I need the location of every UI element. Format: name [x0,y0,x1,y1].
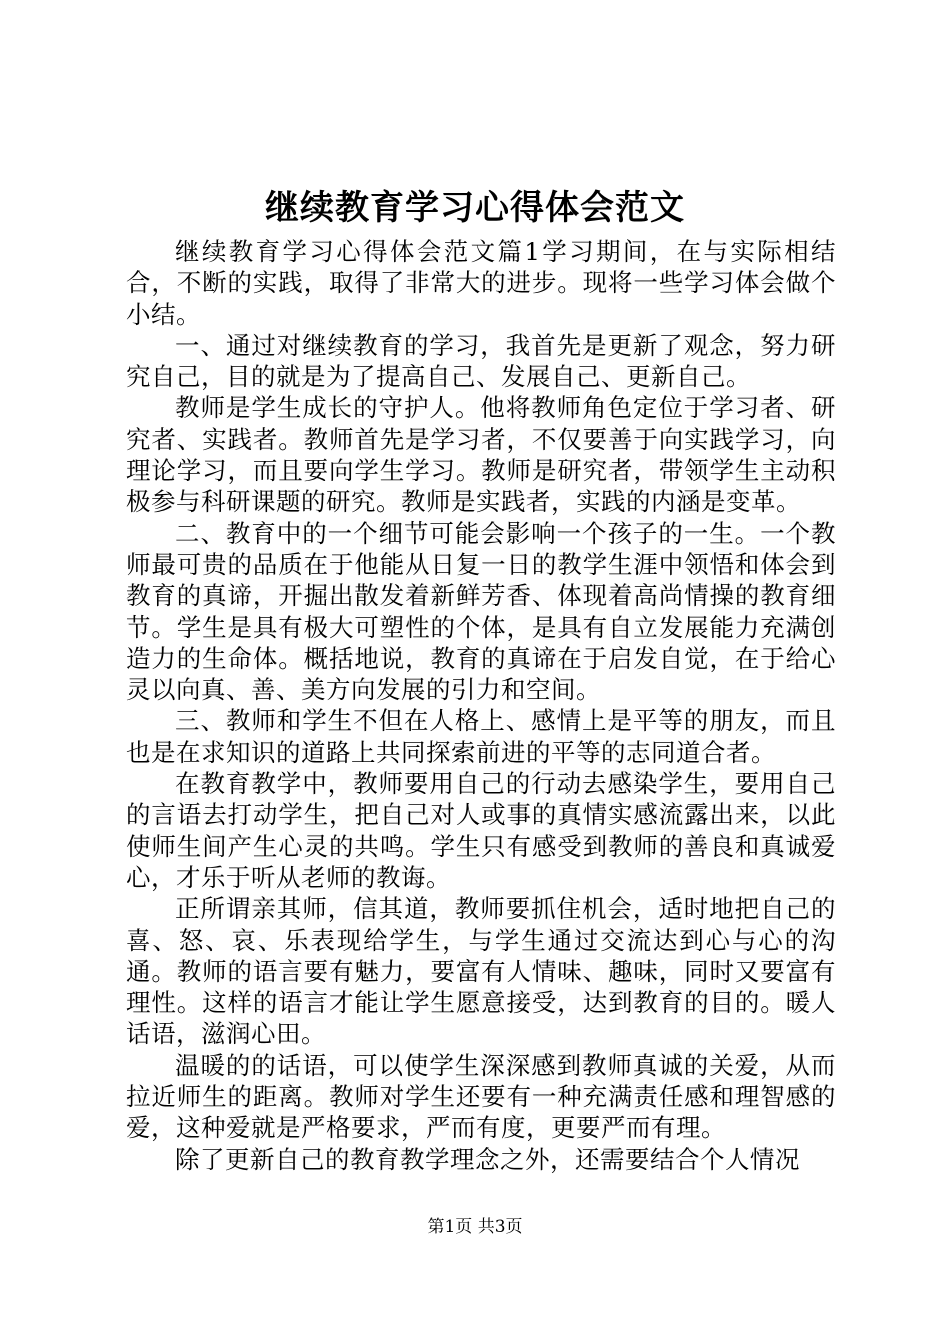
paragraph: 温暖的的话语，可以使学生深深感到教师真诚的关爱，从而拉近师生的距离。教师对学生还要有一种充满责任感和理智感的爱，这种爱就是严格要求，严而有度，更要严而有理。 [126,1050,836,1143]
paragraph: 继续教育学习心得体会范文篇1学习期间，在与实际相结合，不断的实践，取得了非常大的进步。现将一些学习体会做个小结。 [126,237,836,329]
document-title: 继续教育学习心得体会范文 [265,188,685,228]
document-body [126,236,836,1175]
paragraph: 一、通过对继续教育的学习，我首先是更新了观念，努力研究自己，目的就是为了提高自己、发展自己、更新自己。 [126,330,836,392]
page-number-footer: 第1页 共3页 [427,1217,523,1237]
paragraph: 在教育教学中，教师要用自己的行动去感染学生，要用自己的言语去打动学生，把自己对人或事的真情实感流露出来，以此使师生间产生心灵的共鸣。学生只有感受到教师的善良和真诚爱心，才乐于听从老师的教诲。 [126,769,836,892]
paragraph: 三、教师和学生不但在人格上、感情上是平等的朋友，而且也是在求知识的道路上共同探索前进的平等的志同道合者。 [126,706,836,767]
paragraph: 正所谓亲其师，信其道，教师要抓住机会，适时地把自己的喜、怒、哀、乐表现给学生，与学生通过交流达到心与心的沟通。教师的语言要有魅力，要富有人情味、趣味，同时又要富有理性。这样的语言才能让学生愿意接受，达到教育的目的。暖人话语，滋润心田。 [126,894,836,1049]
paragraph: 二、教育中的一个细节可能会影响一个孩子的一生。一个教师最可贵的品质在于他能从日复一日的教学生涯中领悟和体会到教育的真谛，开掘出散发着新鲜芳香、体现着高尚情操的教育细节。学生是具有极大可塑性的个体，是具有自立发展能力充满创造力的生命体。概括地说，教育的真谛在于启发自觉，在于给心灵以向真、善、美方向发展的引力和空间。 [126,518,836,705]
paragraph: 除了更新自己的教育教学理念之外，还需要结合个人情况 [175,1144,800,1174]
paragraph: 教师是学生成长的守护人。他将教师角色定位于学习者、研究者、实践者。教师首先是学习者，不仅要善于向实践学习，向理论学习，而且要向学生学习。教师是研究者，带领学生主动积极参与科研课题的研究。教师是实践者，实践的内涵是变革。 [126,393,836,517]
